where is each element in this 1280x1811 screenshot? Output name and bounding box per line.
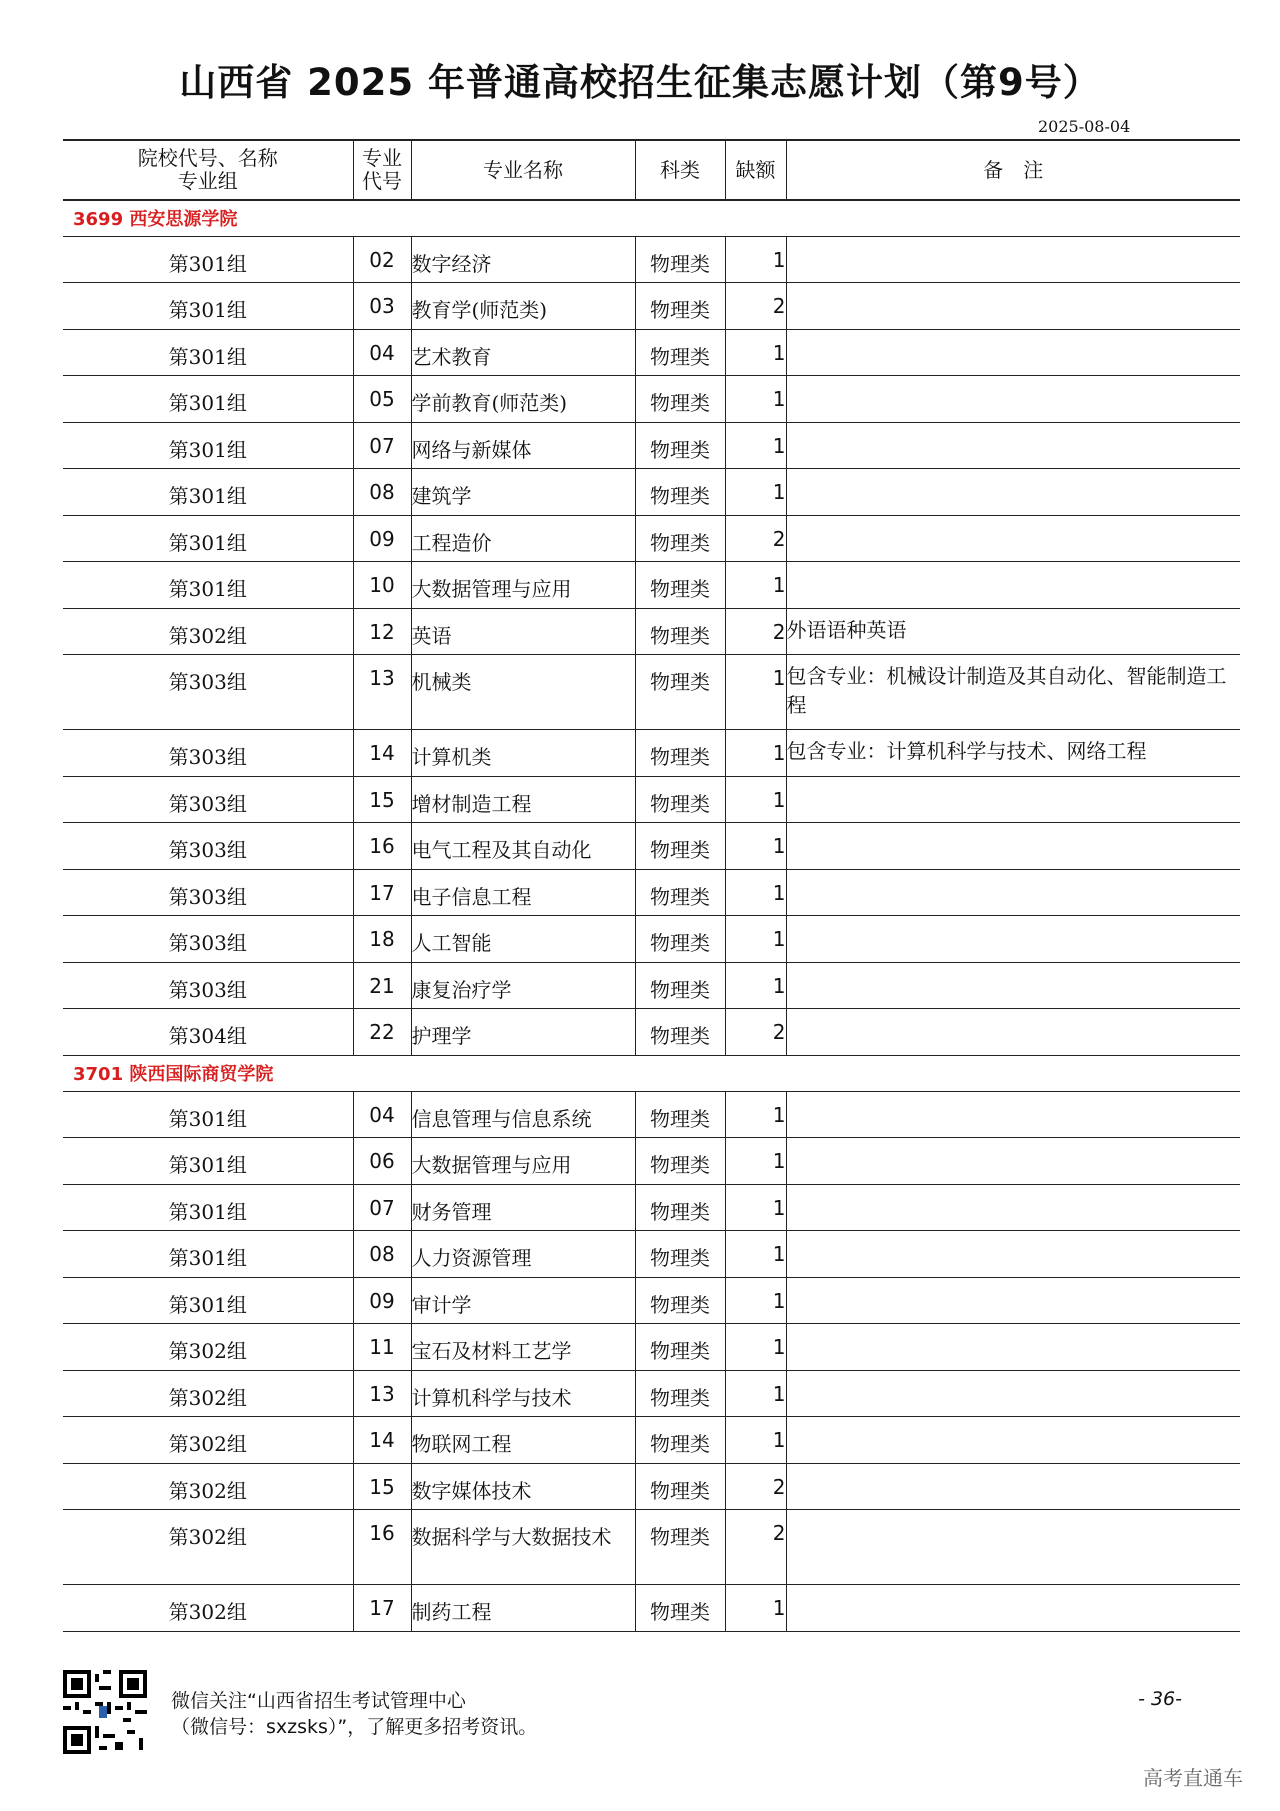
major-name-cell: 网络与新媒体: [411, 422, 635, 469]
major-code-cell: 07: [353, 422, 411, 469]
major-name-cell: 财务管理: [411, 1184, 635, 1231]
quota-cell: 1: [725, 329, 786, 376]
category-cell: 物理类: [635, 776, 725, 823]
header-code: 专业 代号: [353, 140, 411, 200]
note-cell: 包含专业：计算机科学与技术、网络工程: [786, 730, 1240, 777]
quota-cell: 1: [725, 823, 786, 870]
category-cell: 物理类: [635, 283, 725, 330]
category-cell: 物理类: [635, 329, 725, 376]
category-cell: 物理类: [635, 422, 725, 469]
group-cell: 第301组: [63, 515, 353, 562]
major-code-cell: 11: [353, 1324, 411, 1371]
category-cell: 物理类: [635, 1277, 725, 1324]
table-row: [63, 422, 1240, 469]
footer-line-2: （微信号：sxzsks）”，了解更多招考资讯。: [171, 1716, 538, 1738]
group-cell: 第302组: [63, 1370, 353, 1417]
header-row: [63, 140, 1240, 200]
quota-cell: 1: [725, 562, 786, 609]
table-row: [63, 1324, 1240, 1371]
major-code-cell: 10: [353, 562, 411, 609]
category-cell: 物理类: [635, 869, 725, 916]
category-cell: 物理类: [635, 962, 725, 1009]
table-row: [63, 469, 1240, 516]
major-name-cell: 大数据管理与应用: [411, 562, 635, 609]
quota-cell: 1: [725, 1231, 786, 1278]
quota-cell: 1: [725, 1417, 786, 1464]
footer-line-1: 微信关注“山西省招生考试管理中心: [171, 1690, 466, 1712]
note-cell: [786, 823, 1240, 870]
group-cell: 第302组: [63, 1585, 353, 1632]
table-row: [63, 562, 1240, 609]
major-name-cell: 学前教育(师范类): [411, 376, 635, 423]
note-cell: [786, 562, 1240, 609]
group-cell: 第301组: [63, 469, 353, 516]
category-cell: 物理类: [635, 1370, 725, 1417]
watermark-text: 高考直通车: [1143, 1766, 1243, 1790]
group-cell: 第303组: [63, 869, 353, 916]
note-cell: [786, 1091, 1240, 1138]
group-cell: 第304组: [63, 1009, 353, 1056]
group-cell: 第301组: [63, 422, 353, 469]
major-name-cell: 建筑学: [411, 469, 635, 516]
note-cell: [786, 515, 1240, 562]
header-major: 专业名称: [411, 140, 635, 200]
plan-table: [63, 139, 1240, 1632]
quota-cell: 1: [725, 869, 786, 916]
note-cell: [786, 1510, 1240, 1585]
category-cell: 物理类: [635, 1510, 725, 1585]
group-cell: 第301组: [63, 1231, 353, 1278]
category-cell: 物理类: [635, 1009, 725, 1056]
group-cell: 第301组: [63, 1091, 353, 1138]
category-cell: 物理类: [635, 515, 725, 562]
major-code-cell: 08: [353, 469, 411, 516]
note-cell: [786, 329, 1240, 376]
school-name: 3701 陕西国际商贸学院: [63, 1055, 1240, 1091]
category-cell: 物理类: [635, 916, 725, 963]
table-row: [63, 283, 1240, 330]
major-code-cell: 17: [353, 869, 411, 916]
major-code-cell: 14: [353, 1417, 411, 1464]
category-cell: 物理类: [635, 1324, 725, 1371]
major-code-cell: 02: [353, 236, 411, 283]
header-quota: 缺额: [725, 140, 786, 200]
quota-cell: 1: [725, 1277, 786, 1324]
major-name-cell: 康复治疗学: [411, 962, 635, 1009]
category-cell: 物理类: [635, 823, 725, 870]
note-cell: [786, 776, 1240, 823]
major-code-cell: 13: [353, 655, 411, 730]
quota-cell: 1: [725, 1370, 786, 1417]
major-name-cell: 信息管理与信息系统: [411, 1091, 635, 1138]
category-cell: 物理类: [635, 1585, 725, 1632]
table-row: [63, 1417, 1240, 1464]
table-row: [63, 1091, 1240, 1138]
quota-cell: 1: [725, 962, 786, 1009]
quota-cell: 2: [725, 1009, 786, 1056]
note-cell: [786, 1231, 1240, 1278]
table-row: [63, 1138, 1240, 1185]
group-cell: 第302组: [63, 1463, 353, 1510]
category-cell: 物理类: [635, 1184, 725, 1231]
category-cell: 物理类: [635, 1091, 725, 1138]
group-cell: 第301组: [63, 1184, 353, 1231]
category-cell: 物理类: [635, 1417, 725, 1464]
group-cell: 第301组: [63, 283, 353, 330]
group-cell: 第303组: [63, 655, 353, 730]
table-row: [63, 655, 1240, 730]
quota-cell: 1: [725, 655, 786, 730]
quota-cell: 1: [725, 916, 786, 963]
major-code-cell: 07: [353, 1184, 411, 1231]
major-name-cell: 数字经济: [411, 236, 635, 283]
table-row: [63, 376, 1240, 423]
group-cell: 第303组: [63, 916, 353, 963]
major-code-cell: 08: [353, 1231, 411, 1278]
major-name-cell: 计算机类: [411, 730, 635, 777]
footer-text: [171, 1688, 537, 1740]
group-cell: 第302组: [63, 1324, 353, 1371]
note-cell: [786, 916, 1240, 963]
plan-body: [63, 200, 1240, 1631]
group-cell: 第302组: [63, 1417, 353, 1464]
quota-cell: 2: [725, 283, 786, 330]
major-code-cell: 03: [353, 283, 411, 330]
note-cell: [786, 236, 1240, 283]
page-number: - 36-: [1138, 1688, 1182, 1710]
major-code-cell: 05: [353, 376, 411, 423]
note-cell: [786, 1324, 1240, 1371]
quota-cell: 1: [725, 469, 786, 516]
quota-cell: 1: [725, 422, 786, 469]
quota-cell: 1: [725, 1138, 786, 1185]
note-cell: [786, 1184, 1240, 1231]
footer: [63, 1670, 1240, 1760]
table-row: [63, 608, 1240, 655]
note-cell: [786, 1277, 1240, 1324]
table-row: [63, 236, 1240, 283]
major-name-cell: 护理学: [411, 1009, 635, 1056]
table-row: [63, 1277, 1240, 1324]
major-code-cell: 15: [353, 776, 411, 823]
note-cell: [786, 422, 1240, 469]
major-code-cell: 13: [353, 1370, 411, 1417]
major-name-cell: 英语: [411, 608, 635, 655]
major-code-cell: 15: [353, 1463, 411, 1510]
note-cell: [786, 1417, 1240, 1464]
group-cell: 第302组: [63, 1510, 353, 1585]
major-name-cell: 大数据管理与应用: [411, 1138, 635, 1185]
group-cell: 第302组: [63, 608, 353, 655]
quota-cell: 1: [725, 1091, 786, 1138]
note-cell: [786, 1009, 1240, 1056]
major-name-cell: 计算机科学与技术: [411, 1370, 635, 1417]
major-name-cell: 电子信息工程: [411, 869, 635, 916]
quota-cell: 1: [725, 236, 786, 283]
major-name-cell: 数据科学与大数据技术: [411, 1510, 635, 1585]
major-name-cell: 人力资源管理: [411, 1231, 635, 1278]
table-row: [63, 730, 1240, 777]
quota-cell: 1: [725, 1324, 786, 1371]
table-row: [63, 962, 1240, 1009]
table-row: [63, 823, 1240, 870]
note-cell: [786, 283, 1240, 330]
major-code-cell: 17: [353, 1585, 411, 1632]
note-cell: 外语语种英语: [786, 608, 1240, 655]
header-category: 科类: [635, 140, 725, 200]
major-code-cell: 04: [353, 1091, 411, 1138]
major-code-cell: 06: [353, 1138, 411, 1185]
note-cell: [786, 962, 1240, 1009]
group-cell: 第303组: [63, 776, 353, 823]
table-row: [63, 1009, 1240, 1056]
group-cell: 第303组: [63, 962, 353, 1009]
group-cell: 第301组: [63, 562, 353, 609]
quota-cell: 1: [725, 1184, 786, 1231]
note-cell: [786, 469, 1240, 516]
school-name: 3699 西安思源学院: [63, 200, 1240, 236]
major-code-cell: 09: [353, 1277, 411, 1324]
major-name-cell: 增材制造工程: [411, 776, 635, 823]
school-section-row: [63, 1055, 1240, 1091]
group-cell: 第303组: [63, 730, 353, 777]
category-cell: 物理类: [635, 562, 725, 609]
major-name-cell: 艺术教育: [411, 329, 635, 376]
publish-date: 2025-08-04: [1038, 117, 1131, 136]
group-cell: 第301组: [63, 1138, 353, 1185]
category-cell: 物理类: [635, 376, 725, 423]
note-cell: [786, 376, 1240, 423]
table-row: [63, 515, 1240, 562]
qr-code-icon: [63, 1670, 147, 1754]
quota-cell: 2: [725, 1463, 786, 1510]
header-school: 院校代号、名称 专业组: [63, 140, 353, 200]
table-row: [63, 1463, 1240, 1510]
major-code-cell: 16: [353, 1510, 411, 1585]
quota-cell: 2: [725, 1510, 786, 1585]
major-code-cell: 21: [353, 962, 411, 1009]
major-code-cell: 22: [353, 1009, 411, 1056]
category-cell: 物理类: [635, 1463, 725, 1510]
major-name-cell: 宝石及材料工艺学: [411, 1324, 635, 1371]
table-row: [63, 1510, 1240, 1585]
major-name-cell: 工程造价: [411, 515, 635, 562]
table-row: [63, 776, 1240, 823]
note-cell: [786, 1585, 1240, 1632]
major-name-cell: 人工智能: [411, 916, 635, 963]
category-cell: 物理类: [635, 730, 725, 777]
category-cell: 物理类: [635, 608, 725, 655]
table-row: [63, 1184, 1240, 1231]
major-name-cell: 审计学: [411, 1277, 635, 1324]
header-note: 备 注: [786, 140, 1240, 200]
category-cell: 物理类: [635, 236, 725, 283]
major-name-cell: 数字媒体技术: [411, 1463, 635, 1510]
major-name-cell: 物联网工程: [411, 1417, 635, 1464]
major-name-cell: 电气工程及其自动化: [411, 823, 635, 870]
group-cell: 第301组: [63, 236, 353, 283]
group-cell: 第301组: [63, 329, 353, 376]
table-row: [63, 329, 1240, 376]
category-cell: 物理类: [635, 655, 725, 730]
major-code-cell: 09: [353, 515, 411, 562]
quota-cell: 2: [725, 515, 786, 562]
school-section-row: [63, 200, 1240, 236]
major-code-cell: 14: [353, 730, 411, 777]
table-row: [63, 1370, 1240, 1417]
major-name-cell: 制药工程: [411, 1585, 635, 1632]
note-cell: [786, 1138, 1240, 1185]
table-row: [63, 869, 1240, 916]
note-cell: 包含专业：机械设计制造及其自动化、智能制造工程: [786, 655, 1240, 730]
major-code-cell: 12: [353, 608, 411, 655]
note-cell: [786, 1370, 1240, 1417]
group-cell: 第301组: [63, 376, 353, 423]
page-title: 山西省 2025 年普通高校招生征集志愿计划（第9号）: [179, 61, 1101, 104]
quota-cell: 1: [725, 730, 786, 777]
major-name-cell: 教育学(师范类): [411, 283, 635, 330]
category-cell: 物理类: [635, 1138, 725, 1185]
major-code-cell: 18: [353, 916, 411, 963]
table-row: [63, 916, 1240, 963]
table-row: [63, 1231, 1240, 1278]
quota-cell: 1: [725, 776, 786, 823]
table-row: [63, 1585, 1240, 1632]
note-cell: [786, 1463, 1240, 1510]
category-cell: 物理类: [635, 1231, 725, 1278]
quota-cell: 2: [725, 608, 786, 655]
major-name-cell: 机械类: [411, 655, 635, 730]
major-code-cell: 04: [353, 329, 411, 376]
note-cell: [786, 869, 1240, 916]
quota-cell: 1: [725, 1585, 786, 1632]
group-cell: 第303组: [63, 823, 353, 870]
group-cell: 第301组: [63, 1277, 353, 1324]
major-code-cell: 16: [353, 823, 411, 870]
quota-cell: 1: [725, 376, 786, 423]
category-cell: 物理类: [635, 469, 725, 516]
